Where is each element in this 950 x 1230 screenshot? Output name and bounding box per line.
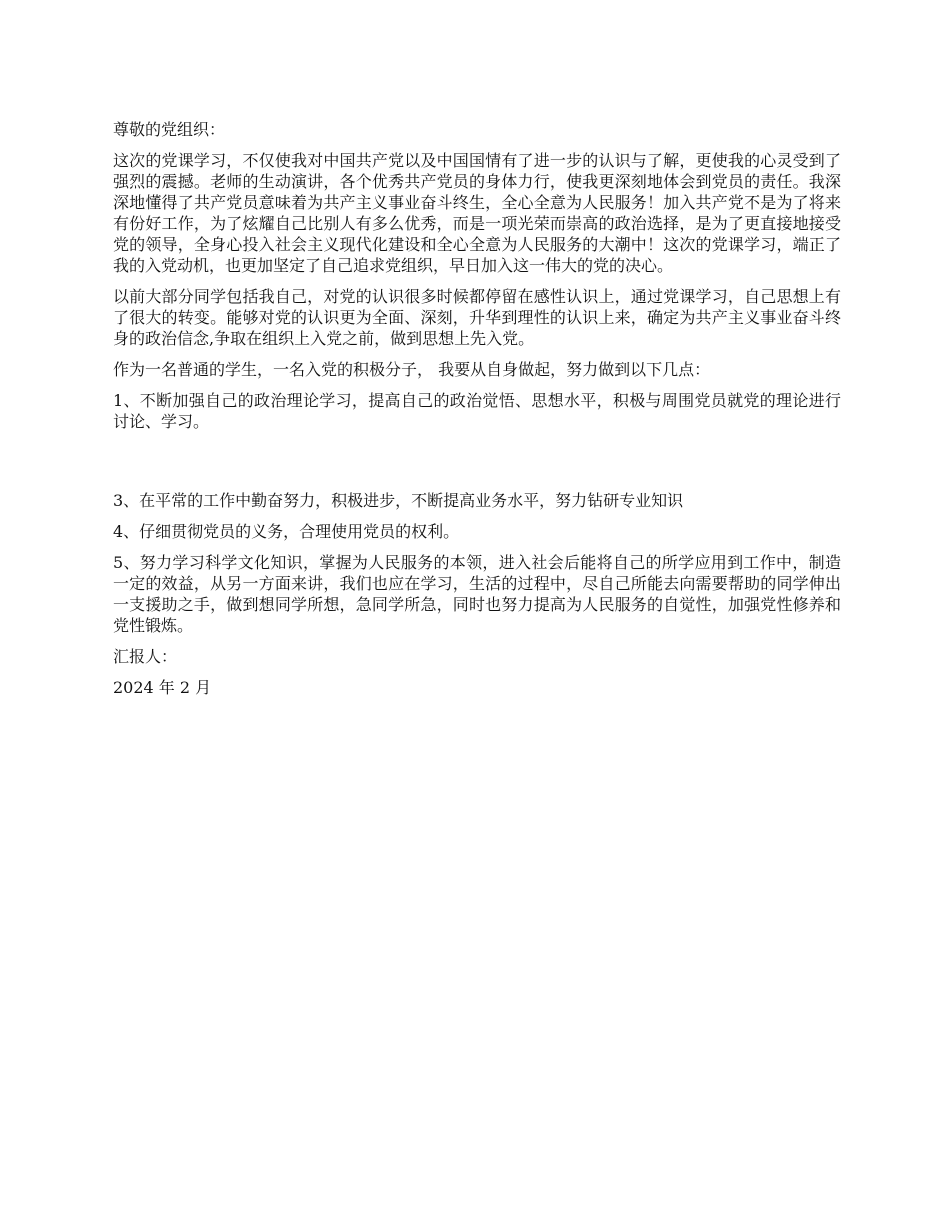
point-4: 4、仔细贯彻党员的义务，合理使用党员的权利。 bbox=[113, 522, 460, 541]
point-1: 1、不断加强自己的政治理论学习，提高自己的政治觉悟、思想水平，积极与周围党员就党的理论进行讨论、学习。 bbox=[113, 391, 841, 431]
report-date: 2024 年 2 月 bbox=[113, 678, 212, 697]
point-3: 3、在平常的工作中勤奋努力，积极进步，不断提高业务水平，努力钻研专业知识 bbox=[113, 491, 684, 510]
salutation: 尊敬的党组织： bbox=[113, 120, 226, 139]
paragraph-change: 以前大部分同学包括我自己，对党的认识很多时候都停留在感性认识上，通过党课学习，自己思想上有了很大的转变。能够对党的认识更为全面、深刻，升华到理性的认识上来，确定为共产主义事业奋斗终身的政治信念,争取在组织上入党之前，做到思想上先入党。 bbox=[113, 287, 841, 348]
letter-body bbox=[113, 119, 841, 708]
reporter-label: 汇报人： bbox=[113, 647, 178, 666]
paragraph-intro-points: 作为一名普通的学生，一名入党的积极分子， 我要从自身做起，努力做到以下几点： bbox=[113, 360, 711, 379]
point-5: 5、努力学习科学文化知识，掌握为人民服务的本领，进入社会后能将自己的所学应用到工作中，制造一定的效益，从另一方面来讲，我们也应在学习，生活的过程中，尽自己所能去向需要帮助的同学伸出一支援助之手，做到想同学所想，急同学所急，同时也努力提高为人民服务的自觉性，加强党性修养和党性锻炼。 bbox=[113, 553, 841, 635]
paragraph-reflection: 这次的党课学习，不仅使我对中国共产党以及中国国情有了进一步的认识与了解，更使我的心灵受到了强烈的震撼。老师的生动演讲，各个优秀共产党员的身体力行，使我更深刻地体会到党员的责任。我深深地懂得了共产党员意味着为共产主义事业奋斗终生，全心全意为人民服务！加入共产党不是为了将来有份好工作，为了炫耀自己比别人有多么优秀，而是一项光荣而崇高的政治选择，是为了更直接地接受党的领导，全身心投入社会主义现代化建设和全心全意为人民服务的大潮中！这次的党课学习，端正了我的入党动机，也更加坚定了自己追求党组织，早日加入这一伟大的党的决心。 bbox=[113, 151, 841, 275]
blank-line bbox=[113, 442, 841, 463]
